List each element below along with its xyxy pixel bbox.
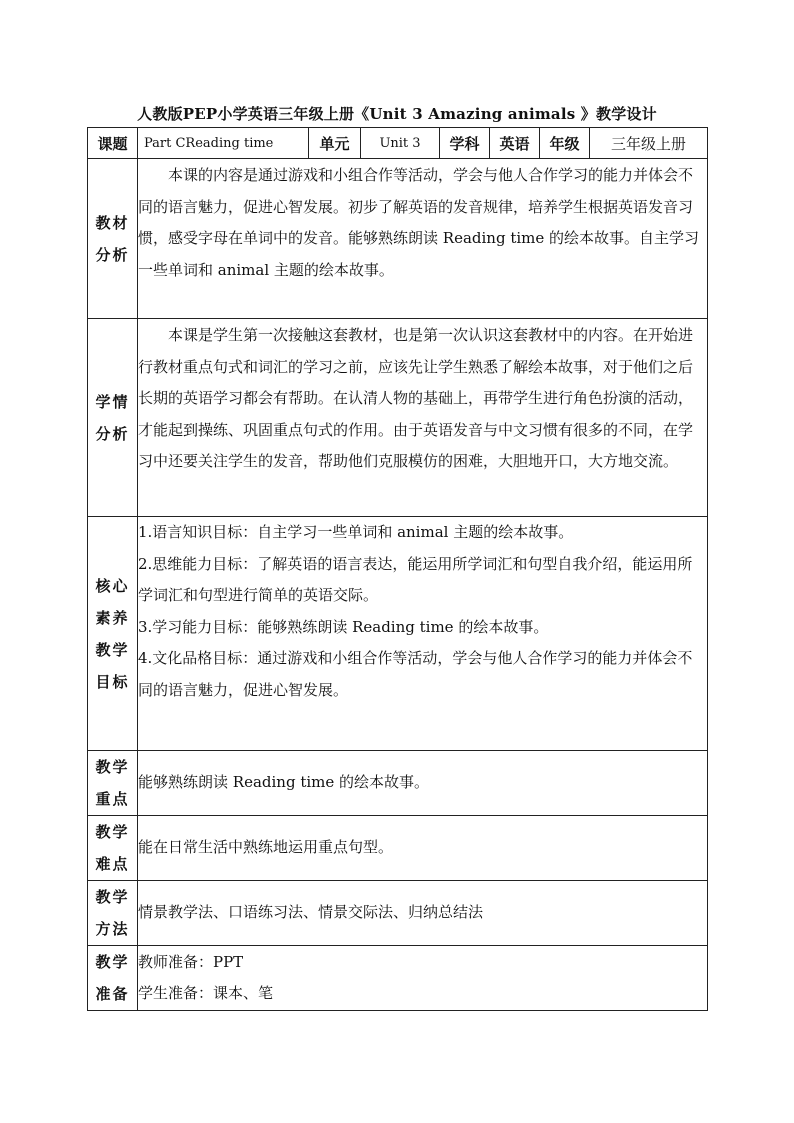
goal-item: 4.文化品格目标：通过游戏和小组合作等活动，学会与他人合作学习的能力并体会不同的语言魅力，促进心智发展。 <box>138 649 693 699</box>
label-line: 核心 <box>95 576 130 595</box>
student-analysis-content <box>138 319 708 517</box>
label-line: 教学 <box>95 758 130 776</box>
label-line: 学情 <box>95 392 130 411</box>
core-goals-content <box>138 517 708 751</box>
preparation-content <box>138 946 708 1011</box>
preparation-label <box>88 946 138 1011</box>
label-line: 准备 <box>95 985 130 1003</box>
header-row <box>88 128 708 159</box>
goal-item: 2.思维能力目标：了解英语的语言表达，能运用所学词汇和句型自我介绍，能运用所学词汇和句型进行简单的英语交际。 <box>138 554 693 604</box>
subject-label: 学科 <box>440 128 490 159</box>
key-points-content <box>138 751 708 816</box>
label-line: 素养 <box>95 608 130 627</box>
label-line: 方法 <box>95 920 130 938</box>
student-analysis-row <box>88 319 708 517</box>
key-points-row <box>88 751 708 816</box>
topic-value: Part CReading time <box>138 128 309 159</box>
material-analysis-label <box>88 159 138 319</box>
difficulties-text: 能在日常生活中熟练地运用重点句型。 <box>138 838 394 857</box>
subject-value: 英语 <box>490 128 540 159</box>
student-analysis-text: 本课是学生第一次接触这套教材，也是第一次认识这套教材中的内容。在开始进行教材重点句式和词汇的学习之前，应该先让学生熟悉了解绘本故事，对于他们之后长期的英语学习都会有帮助。在认清人物的基础上，再带学生进行角色扮演的活动，才能起到操练、巩固重点句式的作用。由于英语发音与中文习惯有很多的不同，在学习中还要关注学生的发音，帮助他们克服模仿的困难，大胆地开口，大方地交流。 <box>138 326 694 470</box>
topic-label: 课题 <box>88 128 138 159</box>
difficulties-row <box>88 816 708 881</box>
label-line: 教学 <box>95 823 130 841</box>
methods-row <box>88 881 708 946</box>
key-points-label <box>88 751 138 816</box>
core-goals-row <box>88 517 708 751</box>
difficulties-content <box>138 816 708 881</box>
label-line: 重点 <box>95 790 130 808</box>
label-line: 目标 <box>95 672 130 691</box>
methods-content <box>138 881 708 946</box>
lesson-plan-table <box>87 127 708 1011</box>
label-line: 教材 <box>95 213 130 232</box>
unit-value: Unit 3 <box>361 128 440 159</box>
goal-item: 1.语言知识目标：自主学习一些单词和 animal 主题的绘本故事。 <box>138 523 574 541</box>
methods-label <box>88 881 138 946</box>
label-line: 分析 <box>95 424 130 443</box>
material-analysis-content <box>138 159 708 319</box>
material-analysis-text: 本课的内容是通过游戏和小组合作等活动，学会与他人合作学习的能力并体会不同的语言魅力，促进心智发展。初步了解英语的发音规律，培养学生根据英语发音习惯，感受字母在单词中的发音。能够熟练朗读 Reading time 的绘本故事。自主学习一些单词和 animal 主题的绘本故事。 <box>138 166 700 279</box>
difficulties-label <box>88 816 138 881</box>
student-analysis-label <box>88 319 138 517</box>
grade-value: 三年级上册 <box>590 128 708 159</box>
key-points-text: 能够熟练朗读 Reading time 的绘本故事。 <box>138 773 430 792</box>
material-analysis-row <box>88 159 708 319</box>
label-line: 分析 <box>95 245 130 264</box>
preparation-row <box>88 946 708 1011</box>
grade-label: 年级 <box>540 128 590 159</box>
teacher-preparation: 教师准备：PPT <box>138 952 244 971</box>
label-line: 难点 <box>95 855 130 873</box>
label-line: 教学 <box>95 953 130 971</box>
methods-text: 情景教学法、口语练习法、情景交际法、归纳总结法 <box>138 903 484 922</box>
unit-label: 单元 <box>309 128 361 159</box>
label-line: 教学 <box>95 888 130 906</box>
document-title: 人教版PEP小学英语三年级上册《Unit 3 Amazing animals 》教学设计 <box>137 105 657 123</box>
goal-item: 3.学习能力目标：能够熟练朗读 Reading time 的绘本故事。 <box>138 617 549 636</box>
core-goals-label <box>88 517 138 751</box>
student-preparation: 学生准备：课本、笔 <box>138 984 274 1002</box>
label-line: 教学 <box>95 640 130 659</box>
